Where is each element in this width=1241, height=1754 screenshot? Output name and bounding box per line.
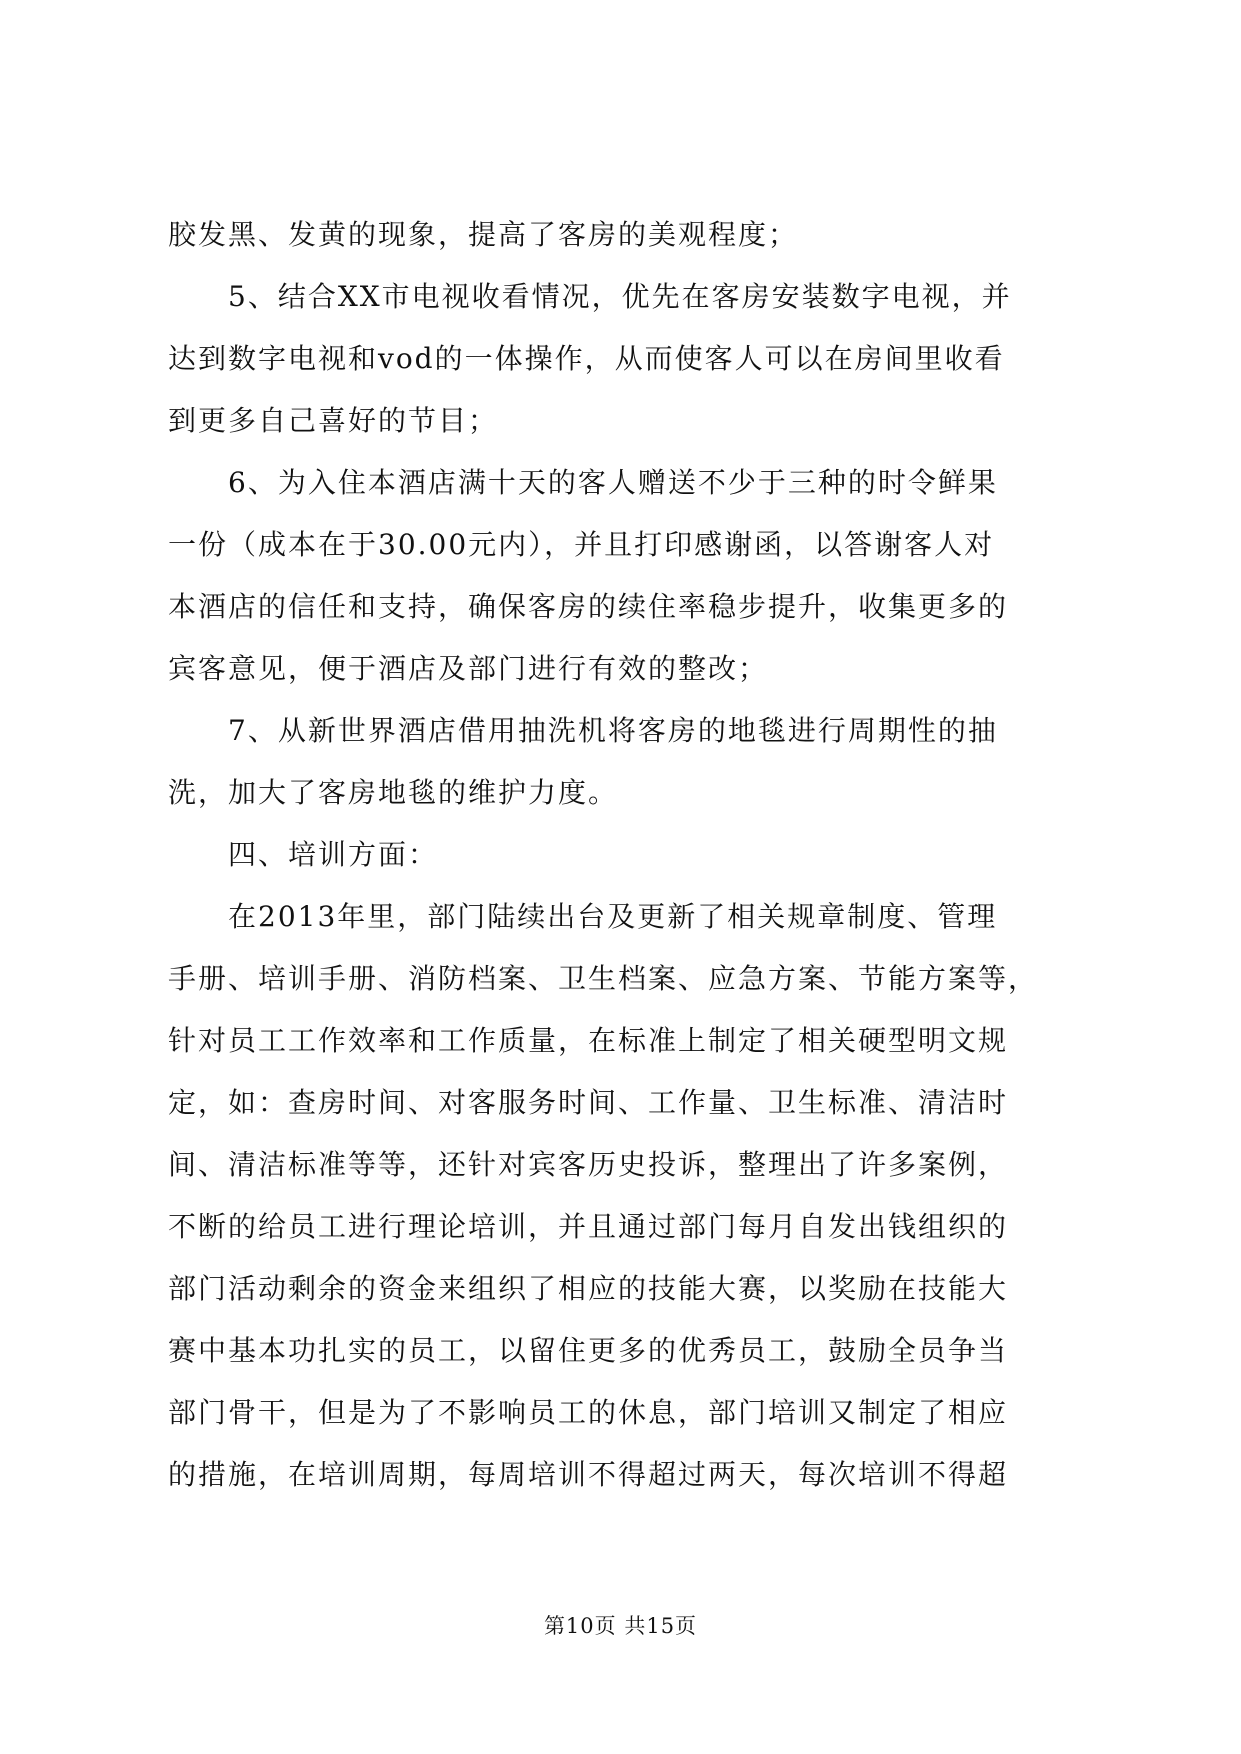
text-line: 宾客意见，便于酒店及部门进行有效的整改； bbox=[168, 652, 769, 685]
text-line: 赛中基本功扎实的员工，以留住更多的优秀员工，鼓励全员争当 bbox=[168, 1334, 1009, 1367]
text-line: 在2013年里，部门陆续出台及更新了相关规章制度、管理 bbox=[228, 900, 998, 933]
text-line: 本酒店的信任和支持，确保客房的续住率稳步提升，收集更多的 bbox=[168, 590, 1009, 623]
text-line: 部门活动剩余的资金来组织了相应的技能大赛，以奖励在技能大 bbox=[168, 1272, 1009, 1305]
text-line: 胶发黑、发黄的现象，提高了客房的美观程度； bbox=[168, 218, 799, 251]
text-line: 间、清洁标准等等，还针对宾客历史投诉，整理出了许多案例， bbox=[168, 1148, 1009, 1181]
text-line: 达到数字电视和vod的一体操作，从而使客人可以在房间里收看 bbox=[168, 342, 1005, 375]
text-line: 一份（成本在于30.00元内），并且打印感谢函，以答谢客人对 bbox=[168, 528, 995, 561]
text-line: 部门骨干，但是为了不影响员工的休息，部门培训又制定了相应 bbox=[168, 1396, 1009, 1429]
body-text bbox=[168, 204, 1088, 1506]
text-line: 7、从新世界酒店借用抽洗机将客房的地毯进行周期性的抽 bbox=[228, 714, 998, 747]
text-line: 的措施，在培训周期，每周培训不得超过两天，每次培训不得超 bbox=[168, 1458, 1009, 1491]
text-line: 5、结合XX市电视收看情况，优先在客房安装数字电视，并 bbox=[228, 280, 1012, 313]
section-heading: 四、培训方面： bbox=[228, 838, 439, 871]
text-line: 到更多自己喜好的节目； bbox=[168, 404, 499, 437]
text-line: 针对员工工作效率和工作质量，在标准上制定了相关硬型明文规 bbox=[168, 1024, 1009, 1057]
page-number-footer: 第10页 共15页 bbox=[543, 1614, 698, 1638]
text-line: 手册、培训手册、消防档案、卫生档案、应急方案、节能方案等， bbox=[168, 962, 1039, 995]
text-line: 定，如：查房时间、对客服务时间、工作量、卫生标准、清洁时 bbox=[168, 1086, 1009, 1119]
text-line: 不断的给员工进行理论培训，并且通过部门每月自发出钱组织的 bbox=[168, 1210, 1009, 1243]
text-line: 洗，加大了客房地毯的维护力度。 bbox=[168, 776, 619, 809]
text-line: 6、为入住本酒店满十天的客人赠送不少于三种的时令鲜果 bbox=[228, 466, 998, 499]
